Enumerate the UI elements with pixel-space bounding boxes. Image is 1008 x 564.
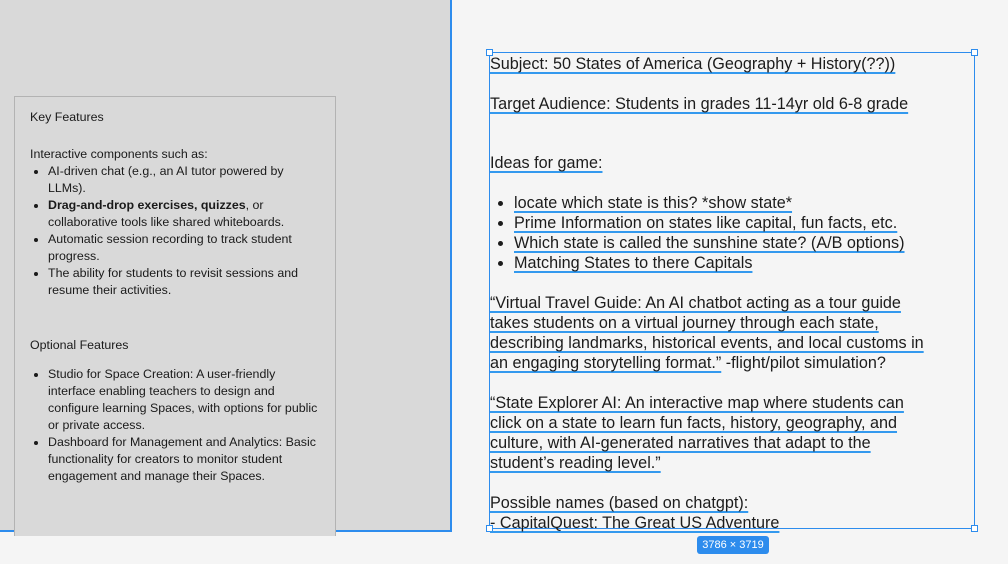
bold-text: Drag-and-drop exercises, quizzes: [48, 198, 246, 212]
optional-features-title: Optional Features: [30, 338, 129, 352]
ideas-list: [490, 193, 970, 273]
travel-guide-line: [490, 353, 970, 373]
idea-text: Matching States to there Capitals: [514, 254, 753, 272]
explorer-line: click on a state to learn fun facts, history, geography, and: [490, 414, 898, 432]
resize-handle-bottom-right[interactable]: [971, 525, 978, 532]
travel-guide-text: an engaging storytelling format.”: [490, 354, 722, 372]
flight-sim-note: -flight/pilot simulation?: [721, 354, 886, 372]
left-frame[interactable]: [0, 0, 452, 532]
idea-text: Prime Information on states like capital, fun facts, etc.: [514, 214, 898, 232]
idea-text: Which state is called the sunshine state? (A/B options): [514, 234, 905, 252]
audience-line: Target Audience: Students in grades 11-14yr old 6-8 grade: [490, 95, 909, 113]
interactive-list: [30, 163, 321, 299]
idea-text: locate which state is this? *show state*: [514, 194, 793, 212]
optional-list: [30, 366, 321, 485]
explorer-line: student’s reading level.”: [490, 454, 661, 472]
features-card[interactable]: [14, 96, 336, 536]
list-item: • The ability for students to revisit sessions and resume their activities.: [48, 265, 321, 299]
list-item: [514, 193, 970, 213]
list-item: [514, 233, 970, 253]
list-item: • Dashboard for Management and Analytics: Basic functionality for creators to monitor student engagement and manage their Spaces.: [48, 434, 321, 485]
ideas-title: Ideas for game:: [490, 154, 603, 172]
subject-line: Subject: 50 States of America (Geography + History(??)): [490, 55, 896, 73]
interactive-intro: Interactive components such as:: [30, 147, 208, 161]
resize-handle-top-right[interactable]: [971, 49, 978, 56]
list-item: [514, 213, 970, 233]
travel-guide-line: “Virtual Travel Guide: An AI chatbot acting as a tour guide: [490, 294, 901, 312]
travel-guide-line: takes students on a virtual journey through each state,: [490, 314, 879, 332]
text-content[interactable]: [490, 52, 970, 533]
names-title: Possible names (based on chatgpt):: [490, 494, 749, 512]
list-item: • AI-driven chat (e.g., an AI tutor powered by LLMs).: [48, 163, 321, 197]
list-item: • Automatic session recording to track student progress.: [48, 231, 321, 265]
name-item: - CapitalQuest: The Great US Adventure: [490, 514, 780, 532]
explorer-line: “State Explorer AI: An interactive map where students can: [490, 394, 904, 412]
size-badge: 3786 × 3719: [697, 536, 769, 554]
key-features-title: Key Features: [30, 110, 104, 124]
list-item: • Studio for Space Creation: A user-friendly interface enabling teachers to design and configure learning Spaces, with options for public or private access.: [48, 366, 321, 434]
list-item: [514, 253, 970, 273]
list-item: [48, 197, 321, 231]
explorer-line: culture, with AI-generated narratives that adapt to the: [490, 434, 871, 452]
list-item-text: , or collaborative tools like shared whiteboards.: [48, 198, 285, 229]
travel-guide-line: describing landmarks, historical events, and local customs in: [490, 334, 924, 352]
